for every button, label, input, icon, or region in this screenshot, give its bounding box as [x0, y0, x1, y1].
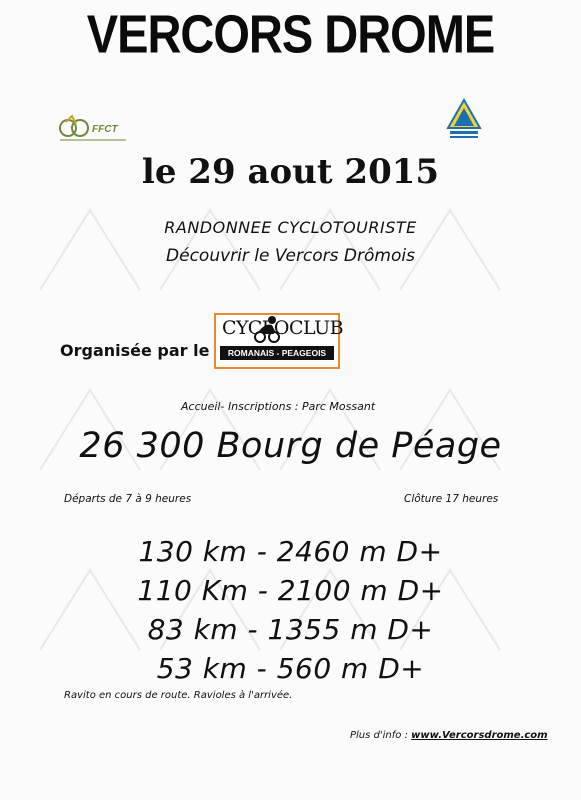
organizer-label: Organisée par le — [60, 341, 210, 360]
ffct-logo-text: FFCT — [92, 124, 118, 135]
cloture-text: Clôture 17 heures — [404, 493, 499, 505]
info-label: Plus d'info : — [350, 730, 412, 741]
club-logo — [214, 313, 344, 369]
departs-text: Départs de 7 à 9 heures — [64, 493, 192, 505]
venue-city: 26 300 Bourg de Péage — [79, 426, 502, 466]
event-tagline: Découvrir le Vercors Drômois — [166, 246, 415, 266]
ffct-logo — [58, 112, 128, 144]
page-title: VERCORS DROME — [86, 3, 495, 64]
route-item: 130 km - 2460 m D+ — [138, 535, 443, 568]
event-type: RANDONNEE CYCLOTOURISTE — [164, 218, 417, 237]
route-list — [0, 532, 581, 688]
route-item: 53 km - 560 m D+ — [156, 652, 425, 685]
club-name: CYCLOCLUB — [222, 317, 344, 339]
route-item: 110 Km - 2100 m D+ — [137, 574, 444, 607]
event-date: le 29 aout 2015 — [141, 152, 440, 192]
ravito-text: Ravito en cours de route. Ravioles à l'arrivée. — [64, 690, 293, 701]
website-link[interactable]: www.Vercorsdrome.com — [411, 730, 548, 741]
route-item: 83 km - 1355 m D+ — [147, 613, 434, 646]
mountain-sign-icon — [444, 98, 484, 140]
accueil-text: Accueil- Inscriptions : Parc Mossant — [181, 400, 376, 413]
info-line — [350, 730, 548, 741]
club-subtitle: ROMANAIS - PEAGEOIS — [220, 346, 334, 360]
